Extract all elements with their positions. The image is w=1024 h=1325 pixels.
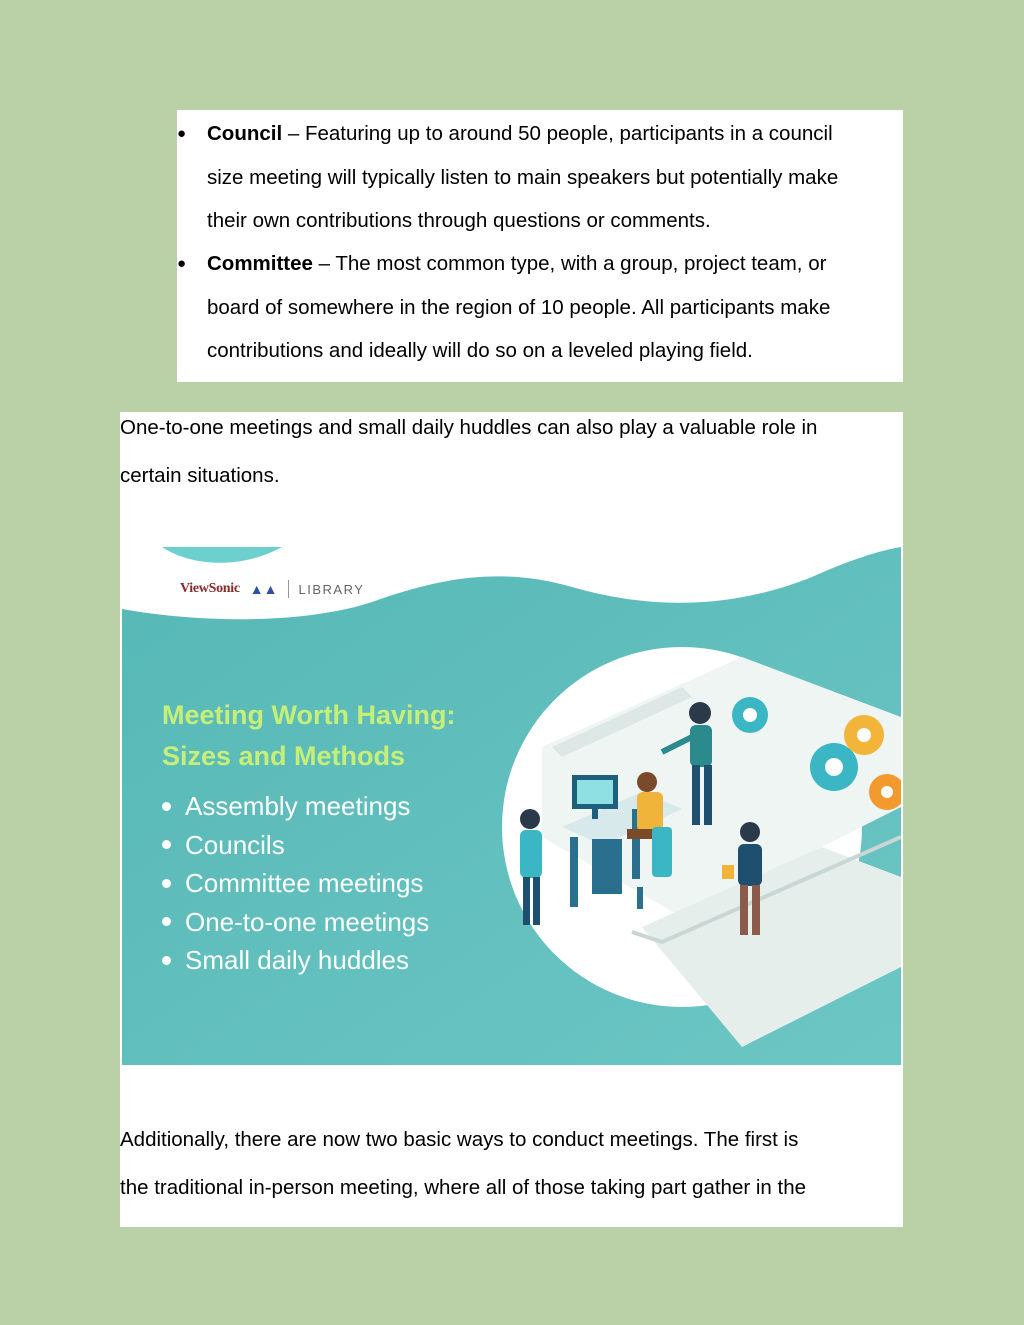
paragraph-line: Additionally, there are now two basic ways to conduct meetings. The first is: [120, 1128, 799, 1151]
bullet-dot-icon: [162, 879, 171, 888]
infographic-list-item: [162, 941, 429, 980]
paragraph-line: certain situations.: [120, 464, 280, 487]
viewsonic-logo: [180, 577, 364, 601]
infographic-title-line: Sizes and Methods: [162, 741, 406, 771]
bullet-term: Council: [207, 122, 283, 145]
infographic-title: [162, 695, 542, 777]
bullet-dot-icon: [162, 917, 171, 926]
bullet-dot-icon: [162, 840, 171, 849]
infographic-list-text: One-to-one meetings: [185, 906, 430, 937]
library-label: LIBRARY: [298, 581, 365, 597]
infographic-list-text: Committee meetings: [185, 868, 424, 898]
bullet-list-box: [177, 110, 903, 382]
paragraph-additionally: [120, 1116, 903, 1212]
bullet-line: contributions and ideally will do so on a leveled playing field.: [207, 339, 753, 362]
bullet-line: their own contributions through questions or comments.: [207, 209, 711, 232]
logo-divider: [288, 580, 289, 598]
infographic-list-text: Small daily huddles: [185, 945, 410, 975]
bullet-line: board of somewhere in the region of 10 people. All participants make: [207, 295, 831, 319]
content-box: [120, 412, 903, 1227]
bullet-line: – Featuring up to around 50 people, participants in a council: [282, 122, 833, 145]
infographic-list-item: [162, 826, 429, 865]
bullet-dot: ●: [177, 125, 187, 142]
infographic-list-item: [162, 903, 429, 942]
bullet-dot-icon: [162, 956, 171, 965]
bullet-term: Committee: [207, 252, 313, 275]
infographic-list-item: [162, 787, 429, 826]
infographic-list-text: Assembly meetings: [185, 791, 411, 821]
infographic-list: [162, 787, 429, 980]
birds-icon: ▲▲: [249, 581, 278, 597]
infographic-image: [122, 547, 901, 1065]
bullet-line: size meeting will typically listen to main speakers but potentially make: [207, 165, 839, 189]
bullet-dot-icon: [162, 802, 171, 811]
paragraph-one-to-one: [120, 404, 903, 500]
paragraph-line: the traditional in-person meeting, where all of those taking part gather in the: [120, 1176, 807, 1199]
brand-name: ViewSonic: [180, 581, 240, 596]
infographic-list-text: Councils: [185, 829, 285, 860]
bullet-line: – The most common type, with a group, project team, or: [312, 252, 827, 275]
infographic-title-line: Meeting Worth Having:: [162, 700, 456, 730]
bullet-dot: ●: [177, 255, 187, 272]
paragraph-line: One-to-one meetings and small daily huddles can also play a valuable role in: [120, 416, 818, 439]
infographic-list-item: [162, 864, 429, 903]
